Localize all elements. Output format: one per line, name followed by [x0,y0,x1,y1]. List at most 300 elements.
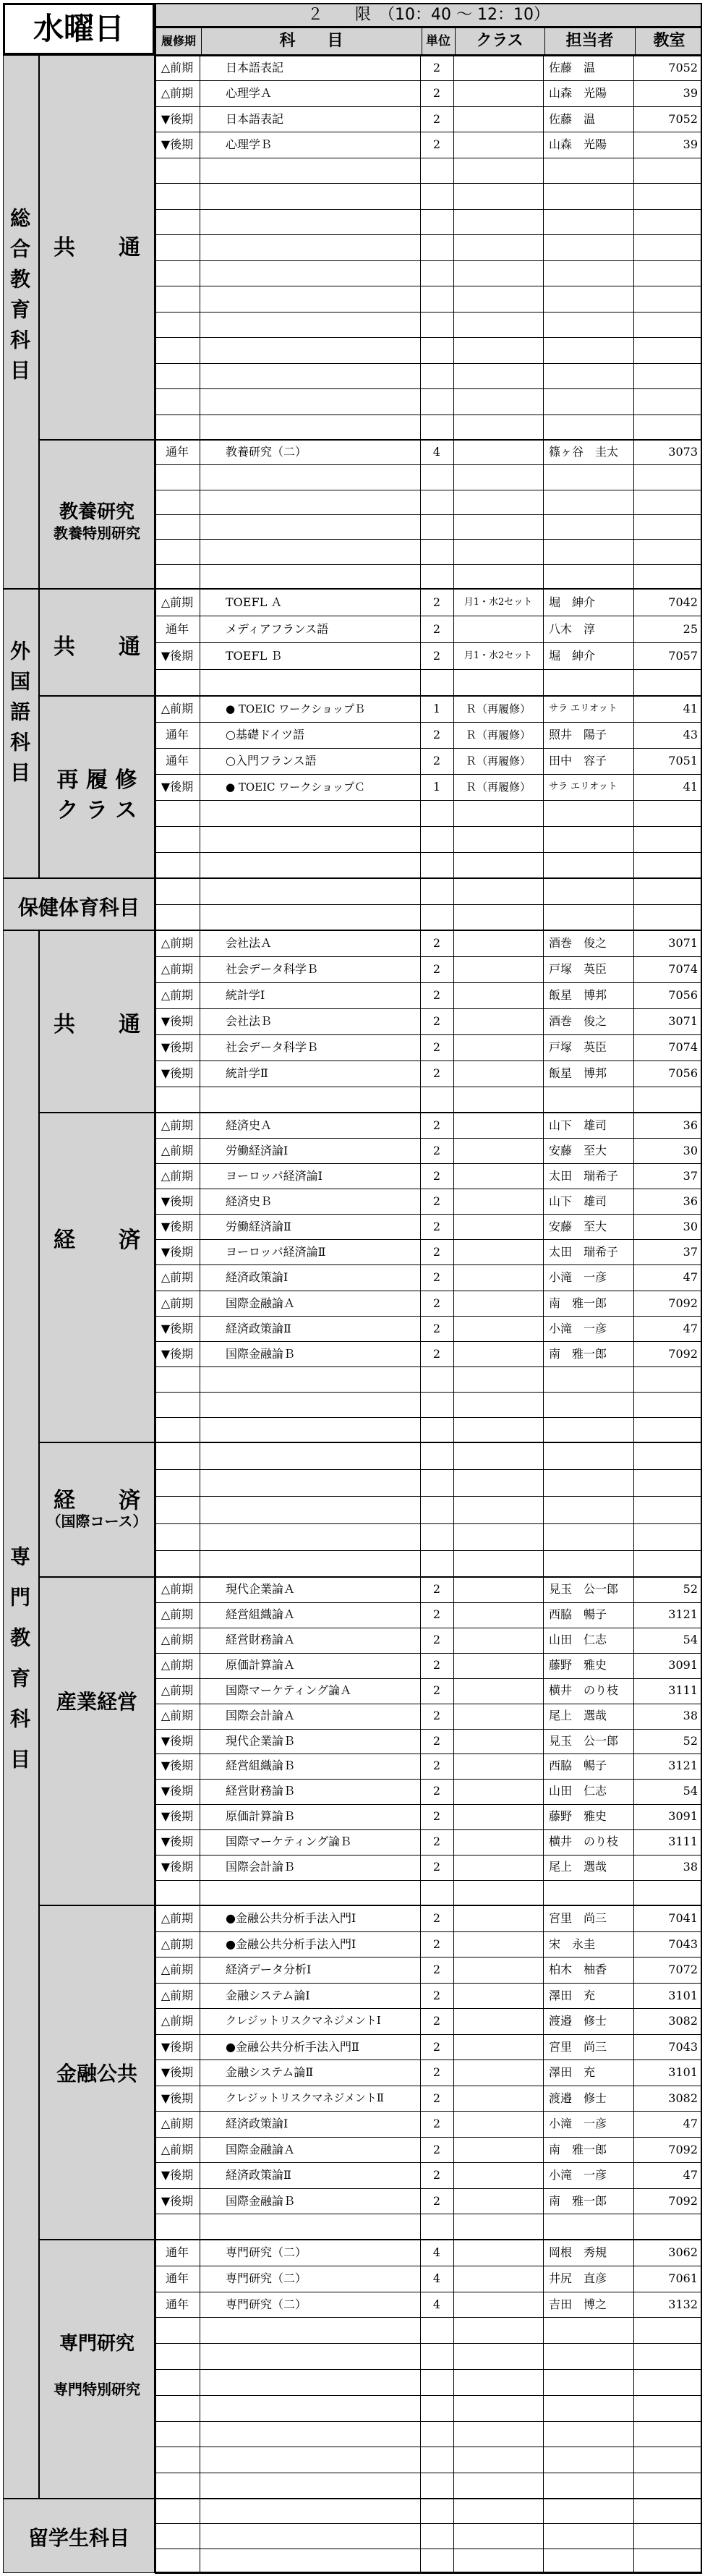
column-divider [633,1113,634,1442]
cell-credits: 2 [432,1657,441,1672]
cell-teacher: 南 雅一郎 [549,1346,607,1361]
cell-subject: 経済政策論Ⅱ [226,2168,291,2182]
row-divider [155,1366,702,1367]
cell-subject: 金融システム論Ⅰ [226,1988,310,2002]
row-divider [155,904,702,905]
column-divider [420,1905,421,2240]
cell-subject: 日本語表記 [226,61,284,75]
row-divider [155,2317,702,2318]
cell-term: △前期 [161,936,194,950]
column-divider [543,2240,544,2499]
cell-teacher: 西脇 暢子 [549,1607,607,1621]
column-divider [543,1577,544,1905]
cell-class [455,982,542,1008]
cell-room: 39 [683,137,698,152]
cell-subject: 経済史Ｂ [226,1194,273,1209]
column-divider [543,55,544,440]
cell-subject: 社会データ科学Ｂ [226,1040,319,1054]
cell-teacher: 飯星 博邦 [549,1066,607,1080]
major-econ-intl-label-box [39,1442,155,1577]
row-divider [155,209,702,210]
column-divider [453,55,454,440]
cell-term: △前期 [161,702,194,715]
row-divider [155,1550,702,1551]
column-divider [420,2240,421,2499]
cell-room: 3121 [668,1607,698,1621]
period-header-text: ２ 限 （10：40 ～ 12：10） [307,6,550,24]
cell-room: 30 [683,1220,698,1234]
cell-class [455,930,542,956]
cell-subject: 原価計算論Ａ [226,1657,296,1672]
cell-credits: 2 [432,1759,441,1773]
row-divider [155,539,702,540]
cell-term: ▼後期 [161,1245,194,1259]
row-divider [155,669,702,670]
cell-room: 3082 [668,2014,698,2028]
cell-class [455,2266,542,2292]
cell-room: 7056 [668,1066,698,1080]
cell-teacher: 佐藤 温 [549,111,596,126]
cell-room: 3101 [668,1988,698,2002]
cell-teacher: 渡邉 修士 [549,2091,607,2105]
header-room: 教室 [653,32,685,50]
column-divider [633,440,634,589]
cell-class [455,55,542,80]
foreign-common-label-box [39,589,155,696]
cell-credits: 2 [432,962,441,976]
row-divider [155,337,702,338]
cell-credits: 2 [432,1270,441,1285]
cell-credits: 2 [432,1321,441,1335]
row-divider [155,2343,702,2344]
general-common-label-box [39,55,155,440]
cell-room: 7092 [668,1296,698,1310]
cell-teacher: 井尻 直彦 [549,2271,607,2285]
cell-term: △前期 [161,1632,194,1646]
cell-class [455,1983,542,2009]
cell-class [455,616,542,642]
cell-credits: 2 [432,1014,441,1028]
cell-credits: 2 [432,1296,441,1310]
cell-teacher: 篠ヶ谷 圭太 [549,445,619,459]
cell-subject: 金融システム論Ⅱ [226,2065,314,2080]
cell-subject: 国際金融論Ｂ [226,2193,296,2208]
cell-room: 54 [683,1784,698,1798]
cell-credits: 2 [432,754,441,768]
cell-subject: メディアフランス語 [226,622,329,636]
cell-credits: 1 [432,780,441,794]
cell-room: 3071 [668,1014,698,1028]
cell-room: 43 [683,728,698,741]
column-divider [420,1442,421,1577]
cell-subject: クレジットリスクマネジメントⅠ [226,2014,381,2028]
cell-class [455,1829,542,1855]
cell-teacher: 西脇 暢子 [549,1759,607,1773]
row-divider [155,1496,702,1497]
cell-teacher: 山森 光陽 [549,86,607,101]
column-divider [543,1113,544,1442]
cell-subject: 国際会計論Ａ [226,1708,296,1722]
cell-room: 38 [683,1860,698,1874]
column-divider [453,1113,454,1442]
cell-term: ▼後期 [161,1346,194,1361]
cell-class [455,1138,542,1163]
cell-room: 47 [683,2168,698,2182]
cell-teacher: 小滝 一彦 [549,2117,607,2131]
cell-teacher: 渡邉 修士 [549,2014,607,2028]
section-foreign-label: 外国語科目 [7,640,31,792]
cell-class [455,1704,542,1729]
cell-teacher: 横井 のり枝 [549,1683,619,1697]
cell-term: ▼後期 [161,1860,194,1874]
cell-credits: 2 [432,2039,441,2054]
column-divider [420,1577,421,1905]
cell-credits: 2 [432,1708,441,1722]
cell-subject: 経済政策論Ⅰ [226,2117,289,2131]
column-divider [420,589,421,696]
major-common-label-box [39,930,155,1113]
cell-class [455,1804,542,1829]
cell-term: △前期 [161,1988,194,2002]
cell-credits: 2 [432,1963,441,1977]
cell-subject: 専門研究（二） [226,2271,307,2285]
row-divider [155,514,702,515]
cell-credits: 2 [432,2117,441,2131]
cell-credits: 4 [432,2271,441,2285]
cell-teacher: 安藤 至大 [549,1144,607,1158]
row-divider [155,2395,702,2396]
column-divider [453,589,454,696]
cell-credits: 2 [432,1066,441,1080]
cell-room: 36 [683,1194,698,1209]
column-divider [633,55,634,440]
cell-credits: 2 [432,1607,441,1621]
cell-class [455,106,542,132]
cell-teacher: 戸塚 英臣 [549,1040,607,1054]
cell-class [455,1008,542,1034]
cell-term: △前期 [161,1963,194,1977]
cell-teacher: 小滝 一彦 [549,1321,607,1335]
cell-subject: 経済史Ａ [226,1118,273,1132]
section-health-label: 保健体育科目 [17,896,140,919]
cell-room: 41 [683,780,698,794]
major-research-special-label: 専門特別研究 [54,2381,140,2398]
cell-room: 3132 [668,2297,698,2311]
cell-term: △前期 [161,1607,194,1621]
cell-credits: 1 [432,702,441,715]
section-general-label: 総合教育科目 [7,208,31,390]
cell-subject: クレジットリスクマネジメントⅡ [226,2091,385,2104]
cell-room: 36 [683,1118,698,1132]
cell-teacher: 山下 雄司 [549,1194,607,1209]
row-divider [155,363,702,364]
cell-term: ▼後期 [161,1321,194,1335]
cell-teacher: 酒巻 俊之 [549,1014,607,1028]
cell-credits: 2 [432,622,441,636]
cell-subject: TOEFL Ｂ [226,649,283,663]
cell-credits: 2 [432,1911,441,1925]
row-divider [155,826,702,827]
row-divider [155,800,702,801]
cell-term: 通年 [165,754,189,768]
cell-credits: 2 [432,1809,441,1824]
cell-teacher: 太田 瑞希子 [549,1169,619,1183]
foreign-common-label: 共 通 [54,634,140,660]
column-divider [453,930,454,1113]
cell-class [455,1113,542,1138]
major-econ-intl-sub-label: （国際コース） [46,1513,148,1530]
cell-teacher: 堀 紳介 [549,649,596,663]
cell-teacher: 田中 容子 [549,754,607,768]
major-finance-label-box [39,1905,155,2240]
cell-term: ▼後期 [161,2168,194,2182]
cell-credits: 2 [432,61,441,75]
cell-credits: 2 [432,1245,441,1259]
cell-class: Ｒ（再履修） [465,702,531,715]
row-divider [155,2523,702,2524]
cell-term: △前期 [161,1657,194,1672]
column-divider [633,1905,634,2240]
cell-teacher: 戸塚 英臣 [549,962,607,976]
cell-room: 7074 [668,1040,698,1054]
column-divider [633,1442,634,1577]
column-divider [543,589,544,696]
cell-class [455,80,542,106]
cell-teacher: 小滝 一彦 [549,1270,607,1285]
column-divider [420,2499,421,2573]
cell-class [455,1628,542,1653]
cell-class [455,956,542,982]
cell-term: △前期 [161,1683,194,1697]
cell-credits: 2 [432,1988,441,2002]
cell-subject: 心理学Ｂ [226,137,273,152]
cell-room: 7092 [668,2193,698,2208]
row-divider [155,388,702,389]
cell-credits: 2 [432,1835,441,1849]
row-divider [155,260,702,261]
cell-class: Ｒ（再履修） [465,728,531,741]
cell-class: Ｒ（再履修） [465,781,531,794]
cell-subject: ヨーロッパ経済論Ⅰ [226,1169,323,1183]
cell-class [455,2162,542,2188]
cell-credits: 2 [432,1632,441,1646]
cell-term: ▼後期 [161,1014,194,1028]
cell-room: 7074 [668,962,698,976]
cell-teacher: 堀 紳介 [549,595,596,609]
column-divider [420,878,421,930]
cell-credits: 2 [432,1582,441,1596]
cell-term: ▼後期 [161,1040,194,1054]
cell-credits: 2 [432,1220,441,1234]
cell-credits: 4 [432,2245,441,2259]
cell-subject: 国際マーケティング論Ａ [226,1683,352,1697]
cell-credits: 2 [432,1860,441,1874]
cell-teacher: 山田 仁志 [549,1632,607,1646]
cell-teacher: 宮里 尚三 [549,2039,607,2054]
cell-subject: 社会データ科学Ｂ [226,962,319,976]
cell-class [455,2034,542,2060]
cell-term: ▼後期 [161,1066,194,1080]
cell-teacher: 柏木 柚香 [549,1963,607,1977]
cell-credits: 4 [432,445,441,459]
column-divider [543,440,544,589]
cell-subject: 統計学Ⅰ [226,988,265,1002]
cell-class [455,1779,542,1804]
cell-credits: 2 [432,1784,441,1798]
column-divider [420,1113,421,1442]
general-common-label: 共 通 [54,235,140,260]
cell-room: 3082 [668,2091,698,2105]
cell-term: ▼後期 [161,1759,194,1773]
cell-term: △前期 [161,1144,194,1158]
cell-term: △前期 [161,2142,194,2156]
major-research-label: 専門研究 [59,2333,134,2355]
column-divider [633,696,634,878]
cell-term: △前期 [161,61,194,75]
cell-credits: 2 [432,1346,441,1361]
cell-subject: 国際金融論Ａ [226,1296,296,1310]
cell-class [455,2188,542,2214]
section-general [3,55,39,589]
major-common-label: 共 通 [54,1012,140,1037]
cell-room: 7042 [668,595,698,609]
cell-term: ▼後期 [161,2065,194,2080]
major-econ-label: 経 済 [54,1228,140,1253]
cell-term: △前期 [161,1296,194,1310]
column-divider [543,696,544,878]
cell-subject: 国際金融論Ｂ [226,1346,296,1361]
cell-class: 月1・水2セット [463,650,533,661]
cell-class [455,1653,542,1678]
cell-class [455,1729,542,1754]
cell-term: 通年 [165,445,189,459]
cell-room: 7057 [668,649,698,663]
section-abroad [3,2499,155,2573]
header-subject: 科 目 [279,32,343,50]
cell-term: ▼後期 [161,1194,194,1209]
row-divider [155,852,702,853]
row-divider [155,564,702,565]
cell-teacher: 山森 光陽 [549,137,607,152]
cell-teacher: 尾上 選哉 [549,1708,607,1722]
column-divider [543,930,544,1113]
cell-teacher: 南 雅一郎 [549,2142,607,2156]
cell-teacher: 見玉 公一郎 [549,1733,619,1748]
column-divider [633,930,634,1113]
cell-term: ▼後期 [161,2091,194,2105]
cell-term: △前期 [161,1169,194,1183]
cell-teacher: 南 雅一郎 [549,1296,607,1310]
cell-teacher: 酒巻 俊之 [549,936,607,950]
cell-room: 30 [683,1144,698,1158]
column-divider [633,589,634,696]
cell-room: 47 [683,2117,698,2131]
column-divider [453,696,454,878]
column-divider [633,1577,634,1905]
cell-room: 7043 [668,2039,698,2054]
cell-room: 47 [683,1270,698,1285]
cell-term: △前期 [161,86,194,101]
foreign-retake-label-box [39,696,155,878]
cell-term: △前期 [161,1270,194,1285]
cell-teacher: サラ エリオット [549,703,618,714]
cell-teacher: 南 雅一郎 [549,2193,607,2208]
cell-credits: 2 [432,988,441,1002]
cell-term: 通年 [165,2271,189,2285]
cell-class [455,2292,542,2318]
row-divider [155,1469,702,1470]
column-divider [453,440,454,589]
column-divider [453,1442,454,1577]
cell-class [455,132,542,157]
cell-room: 3091 [668,1809,698,1824]
cell-class [455,1602,542,1628]
column-divider [453,1577,454,1905]
cell-room: 7092 [668,2142,698,2156]
row-divider [155,2369,702,2370]
cell-class [455,1678,542,1704]
cell-subject: 経済データ分析Ⅰ [226,1963,312,1977]
major-business-label-box [39,1577,155,1905]
cell-teacher: 尾上 選哉 [549,1860,607,1874]
cell-teacher: 藤野 雅史 [549,1809,607,1824]
major-econ-label-box [39,1113,155,1442]
cell-subject: 現代企業論Ｂ [226,1733,296,1748]
cell-subject: 経営組織論Ｂ [226,1759,296,1773]
cell-subject: 心理学Ａ [226,86,273,101]
cell-class [455,1316,542,1341]
cell-subject: 経済政策論Ⅰ [226,1270,289,1285]
column-divider [543,878,544,930]
cell-subject: 経営財務論Ａ [226,1632,296,1646]
cell-credits: 2 [432,137,441,152]
cell-credits: 2 [432,2065,441,2080]
cell-term: △前期 [161,1708,194,1722]
cell-credits: 2 [432,1144,441,1158]
block-divider [155,877,702,879]
header-term: 履修期 [161,34,196,48]
row-divider [155,312,702,313]
cell-term: ▼後期 [161,1835,194,1849]
cell-term: 通年 [165,622,189,636]
cell-room: 52 [683,1582,698,1596]
cell-term: ▼後期 [161,649,194,663]
cell-credits: 2 [432,2193,441,2208]
section-major [3,930,39,2499]
cell-class [455,1957,542,1983]
column-divider [420,930,421,1113]
column-header-row [155,27,702,56]
cell-credits: 2 [432,1194,441,1209]
cell-room: 47 [683,1321,698,1335]
cell-room: 37 [683,1245,698,1259]
cell-subject: ○入門フランス語 [226,754,317,768]
cell-class [455,1577,542,1602]
cell-class [455,1341,542,1366]
cell-class [455,1291,542,1316]
general-research-special-label: 教養特別研究 [54,524,140,542]
cell-credits: 2 [432,936,441,950]
cell-credits: 2 [432,111,441,126]
cell-class [455,1189,542,1214]
cell-credits: 2 [432,1169,441,1183]
section-foreign [3,589,39,878]
cell-class [455,1060,542,1087]
cell-subject: 経営組織論Ａ [226,1607,296,1621]
cell-subject: 国際会計論Ｂ [226,1860,296,1874]
column-divider [453,878,454,930]
cell-subject: 教養研究（二） [226,445,307,459]
